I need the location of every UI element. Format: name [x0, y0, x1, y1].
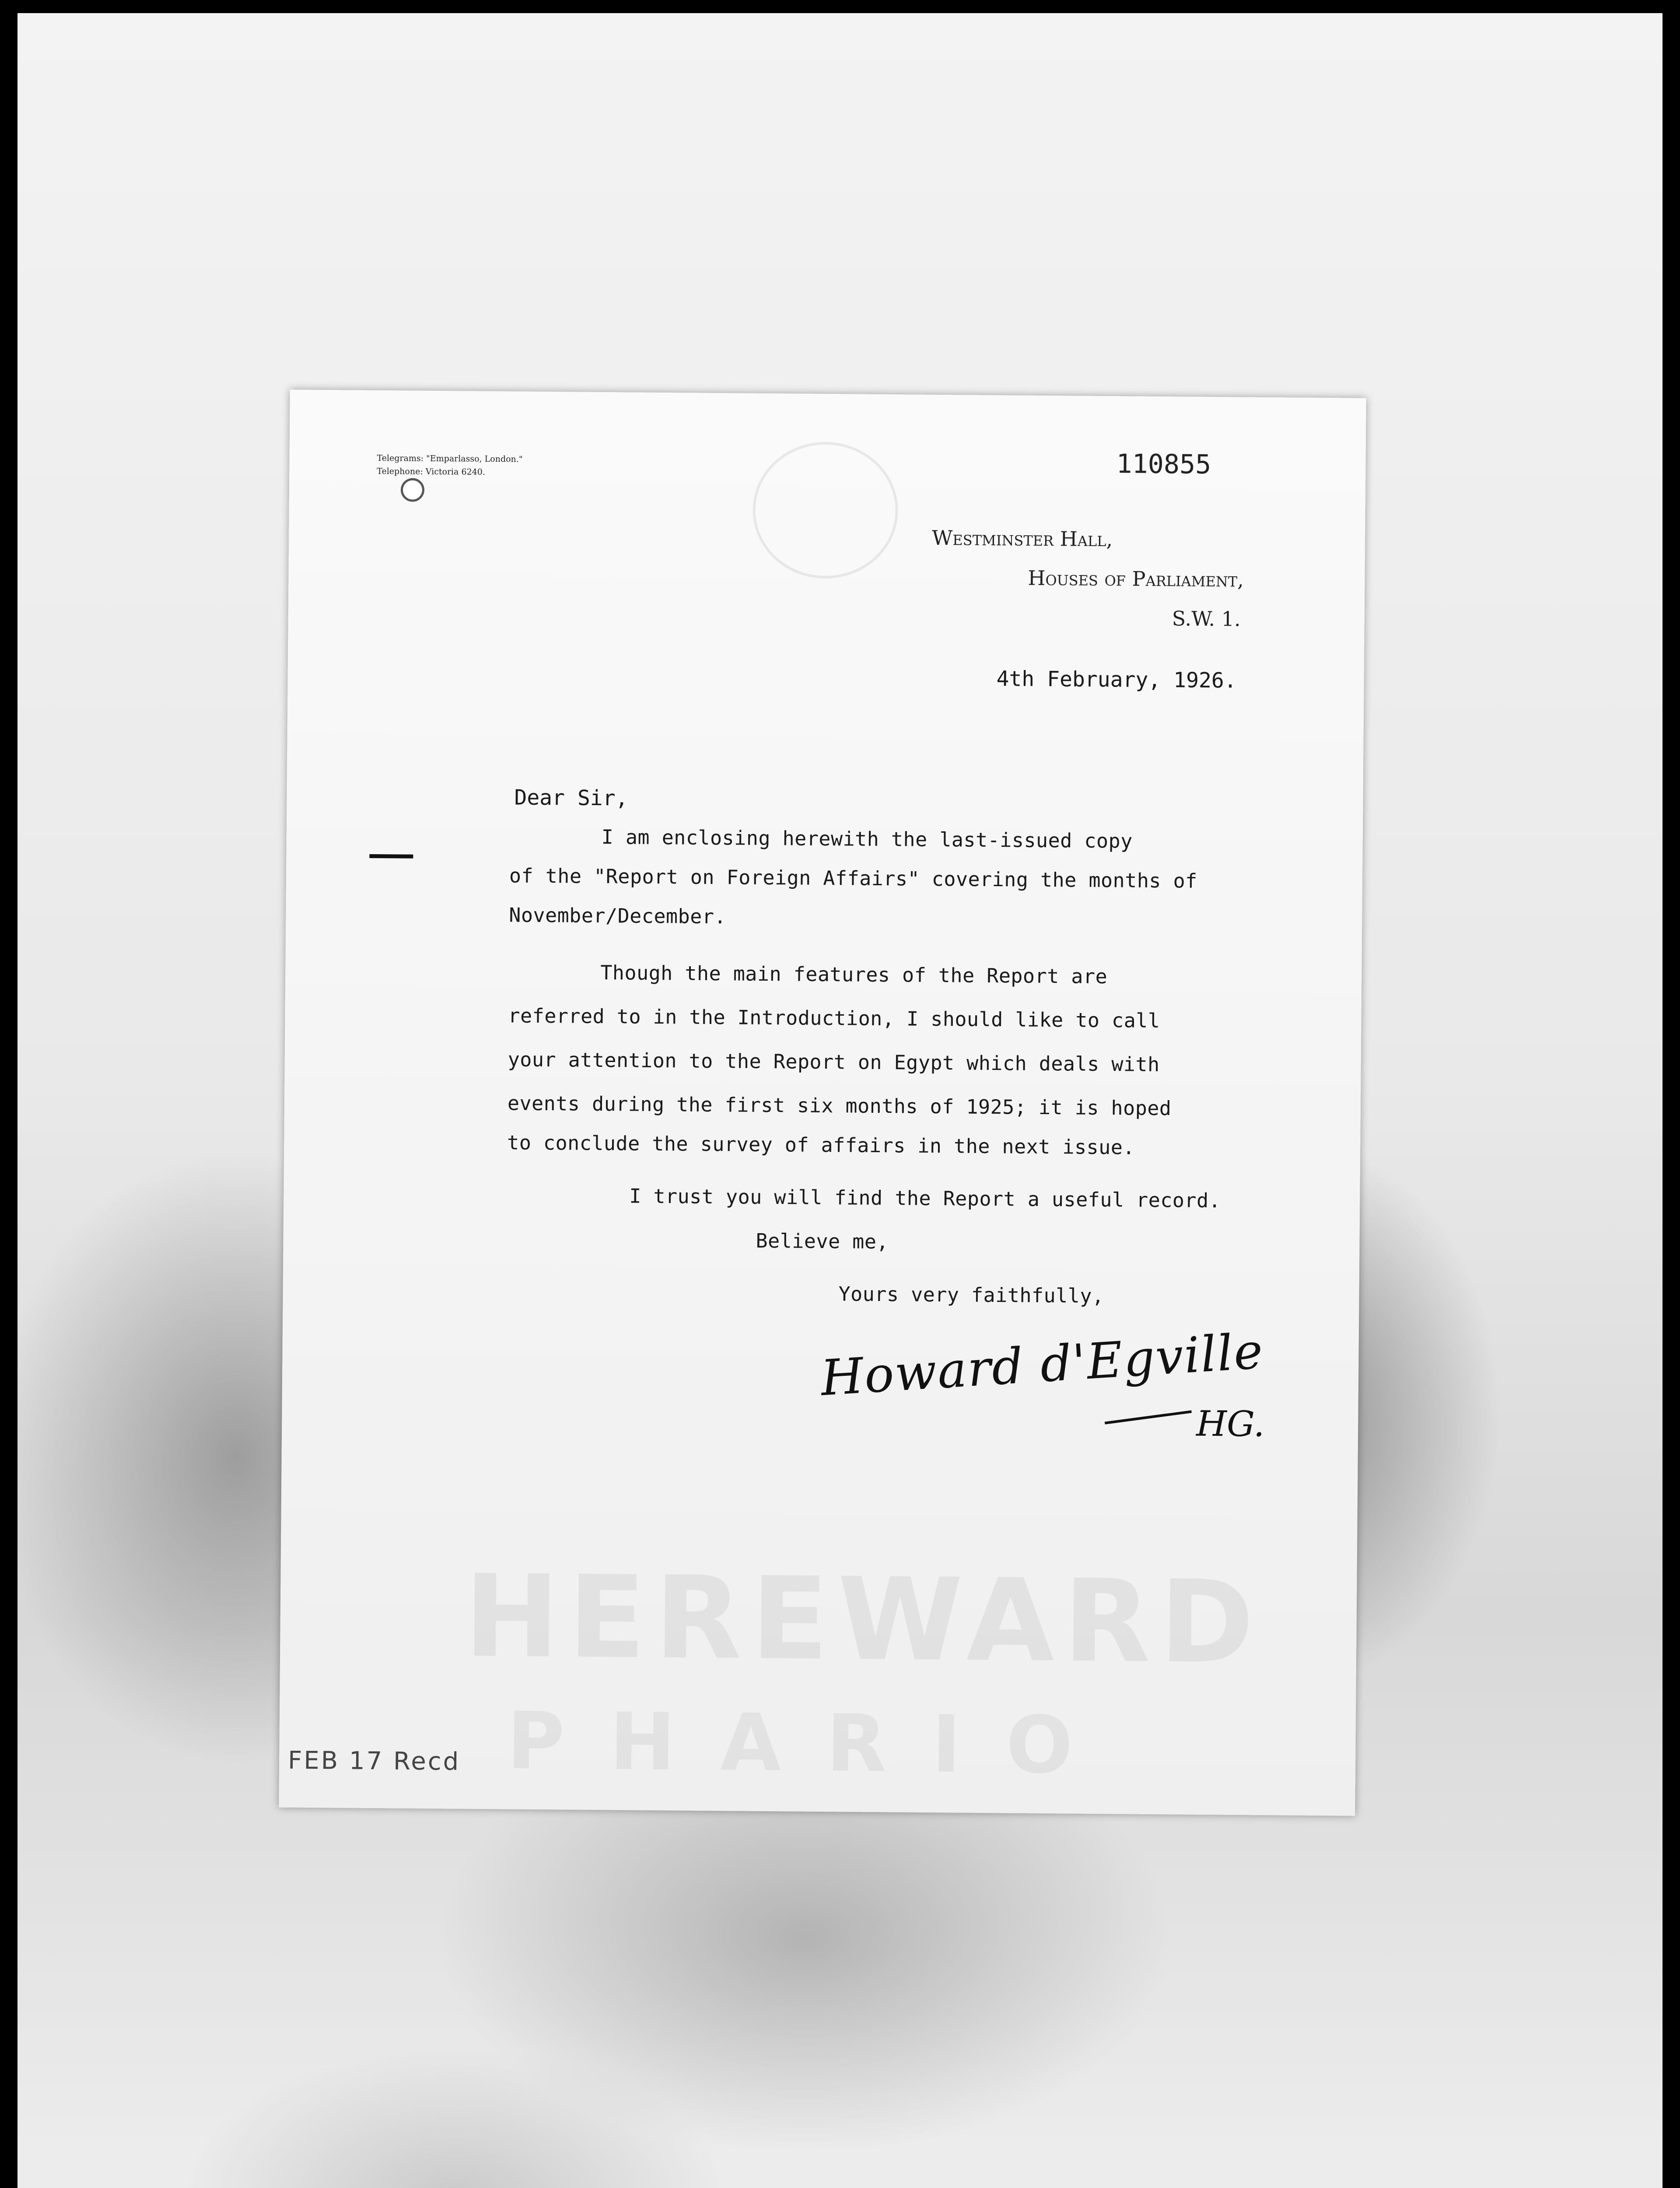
- telephone-line: Telephone: Victoria 6240.: [377, 466, 486, 477]
- body-line: Though the main features of the Report are: [600, 961, 1108, 989]
- telegrams-line: Telegrams: "Emparlasso, London.": [377, 453, 523, 464]
- body-line: referred to in the Introduction, I should like to call: [508, 1004, 1160, 1033]
- body-line: I trust you will find the Report a useful record.: [629, 1184, 1221, 1213]
- body-line: your attention to the Report on Egypt which deals with: [508, 1048, 1160, 1076]
- letter-sheet: [279, 389, 1366, 1816]
- body-line: I am enclosing herewith the last-issued copy: [601, 825, 1133, 853]
- letter-date: 4th February, 1926.: [996, 666, 1237, 693]
- salutation: Dear Sir,: [514, 785, 628, 811]
- received-stamp: FEB 17 Recd: [287, 1746, 461, 1776]
- body-line: November/December.: [509, 903, 727, 929]
- address-line-3: S.W. 1.: [1172, 607, 1241, 631]
- signature-underline: [1105, 1410, 1192, 1424]
- bleed-through-mark-2: P H A R I O: [506, 1695, 1082, 1792]
- closing-yours-faithfully: Yours very faithfully,: [838, 1282, 1104, 1308]
- bleed-through-mark: HEREWARD: [463, 1550, 1264, 1689]
- letterhead-contact: [377, 452, 523, 479]
- reference-number: 110855: [1116, 449, 1211, 480]
- body-line: to conclude the survey of affairs in the next issue.: [507, 1131, 1135, 1159]
- handwritten-signature: Howard d'Egville: [819, 1322, 1265, 1407]
- signature-initials: HG.: [1196, 1403, 1265, 1445]
- margin-dash: [369, 854, 413, 859]
- faded-seal: [752, 442, 898, 579]
- body-line: events during the first six months of 1925; it is hoped: [507, 1091, 1172, 1120]
- address-line-2: Houses of Parliament,: [1028, 566, 1244, 592]
- address-line-1: Westminster Hall,: [931, 526, 1113, 551]
- closing-believe-me: Believe me,: [756, 1229, 889, 1254]
- body-line: of the "Report on Foreign Affairs" covering the months of: [509, 864, 1197, 893]
- microfilm-frame: [18, 13, 1662, 2188]
- punch-hole: [401, 478, 424, 501]
